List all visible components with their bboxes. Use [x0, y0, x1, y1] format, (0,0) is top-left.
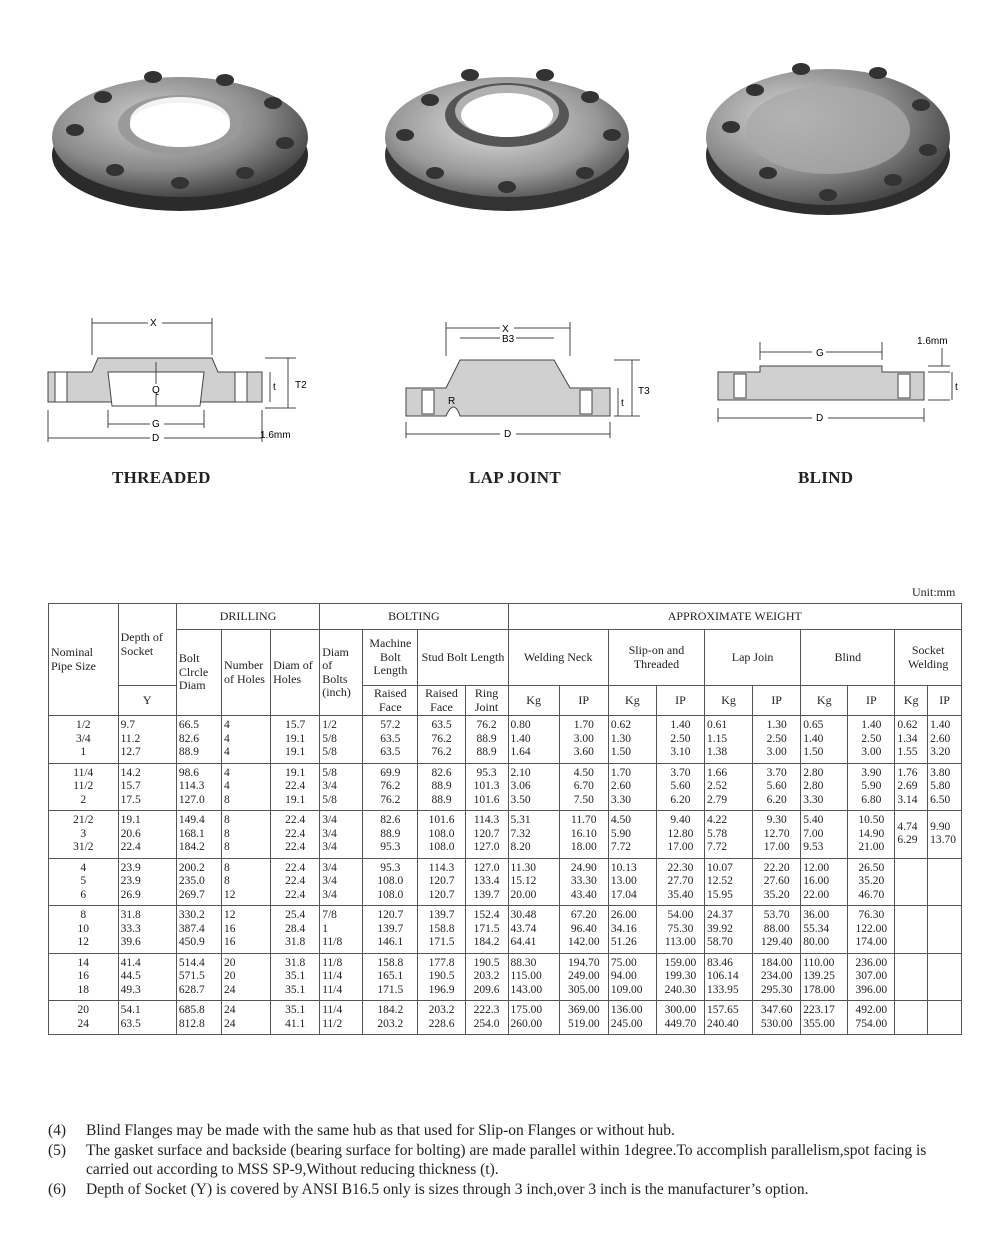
- caption-lap-joint: LAP JOINT: [469, 468, 561, 487]
- table-cell-dh: 22.4 22.4 22.4: [271, 811, 320, 859]
- header-so-ip: IP: [656, 686, 704, 716]
- table-cell-dh: 15.7 19.1 19.1: [271, 716, 320, 764]
- table-cell-dh: 31.8 35.1 35.1: [271, 953, 320, 1001]
- table-cell-y: 9.7 11.2 12.7: [118, 716, 176, 764]
- header-depth-symbol: Y: [118, 686, 176, 716]
- table-cell-db: 3/4 3/4 3/4: [320, 858, 363, 906]
- table-cell-nh: 8 8 12: [221, 858, 270, 906]
- table-cell-size: 4 5 6: [49, 858, 119, 906]
- flange-spec-table: [48, 603, 962, 1035]
- header-drilling: DRILLING: [176, 604, 319, 630]
- header-approximate-weight: APPROXIMATE WEIGHT: [508, 604, 961, 630]
- table-cell-ok: [895, 858, 928, 906]
- lap-joint-t3-label: T3: [638, 386, 650, 397]
- table-cell-y: 31.8 33.3 39.6: [118, 906, 176, 954]
- table-cell-y: 19.1 20.6 22.4: [118, 811, 176, 859]
- threaded-d-label: D: [152, 433, 160, 444]
- table-row: [49, 953, 962, 1001]
- table-cell-nh: 4 4 8: [221, 763, 270, 811]
- table-cell-lk: 24.37 39.92 58.70: [705, 906, 753, 954]
- table-cell-wk: 2.10 3.06 3.50: [508, 763, 559, 811]
- table-cell-lk: 0.61 1.15 1.38: [705, 716, 753, 764]
- table-cell-size: 11/4 11/2 2: [49, 763, 119, 811]
- table-cell-mb: 120.7 139.7 146.1: [363, 906, 418, 954]
- table-cell-dh: 19.1 22.4 19.1: [271, 763, 320, 811]
- header-socket-welding: Socket Welding: [895, 630, 962, 686]
- note-text: Depth of Socket (Y) is covered by ANSI B16.5 only is sizes through 3 inch,over 3 inch is the manufacturer’s option.: [86, 1180, 809, 1198]
- table-cell-oi: 1.40 2.60 3.20: [928, 716, 962, 764]
- table-cell-sr: 139.7 158.8 171.5: [418, 906, 465, 954]
- table-cell-bk: 0.65 1.40 1.50: [801, 716, 848, 764]
- table-cell-mb: 82.6 88.9 95.3: [363, 811, 418, 859]
- header-bl-kg: Kg: [801, 686, 848, 716]
- table-cell-lk: 10.07 12.52 15.95: [705, 858, 753, 906]
- header-raised-face-2: Raised Face: [418, 686, 465, 716]
- table-cell-wi: 1.70 3.00 3.60: [559, 716, 608, 764]
- note-4: [48, 1121, 973, 1141]
- table-cell-si: 3.70 5.60 6.20: [656, 763, 704, 811]
- table-cell-oi: [928, 1001, 962, 1035]
- note-number: (5): [48, 1141, 67, 1159]
- header-stud-bolt-length: Stud Bolt Length: [418, 630, 508, 686]
- blind-d-label: D: [816, 413, 824, 424]
- table-cell-db: 7/8 1 11/8: [320, 906, 363, 954]
- header-number-of-holes: Number of Holes: [221, 630, 270, 716]
- table-cell-wk: 11.30 15.12 20.00: [508, 858, 559, 906]
- table-cell-si: 54.00 75.30 113.00: [656, 906, 704, 954]
- table-cell-si: 1.40 2.50 3.10: [656, 716, 704, 764]
- table-cell-sr: 101.6 108.0 108.0: [418, 811, 465, 859]
- table-cell-oi: [928, 906, 962, 954]
- table-cell-bc: 66.5 82.6 88.9: [176, 716, 221, 764]
- blind-t-label: t: [955, 382, 958, 393]
- table-cell-nh: 20 20 24: [221, 953, 270, 1001]
- table-cell-bi: 10.50 14.90 21.00: [848, 811, 895, 859]
- table-cell-sk: 10.13 13.00 17.04: [608, 858, 656, 906]
- table-cell-li: 53.70 88.00 129.40: [753, 906, 801, 954]
- table-cell-sk: 0.62 1.30 1.50: [608, 716, 656, 764]
- header-ring-joint: Ring Joint: [465, 686, 508, 716]
- header-welding-neck: Welding Neck: [508, 630, 608, 686]
- header-machine-bolt-length: Machine Bolt Length: [363, 630, 418, 686]
- table-cell-wi: 369.00 519.00: [559, 1001, 608, 1035]
- header-bolting: BOLTING: [320, 604, 508, 630]
- blind-section-diagram: [712, 330, 972, 430]
- lap-joint-b3-label: B3: [502, 334, 515, 345]
- threaded-t-label: t: [273, 382, 276, 393]
- table-cell-size: 14 16 18: [49, 953, 119, 1001]
- table-cell-dh: 35.1 41.1: [271, 1001, 320, 1035]
- table-cell-lk: 1.66 2.52 2.79: [705, 763, 753, 811]
- table-cell-li: 1.30 2.50 3.00: [753, 716, 801, 764]
- table-cell-wk: 175.00 260.00: [508, 1001, 559, 1035]
- table-cell-y: 41.4 44.5 49.3: [118, 953, 176, 1001]
- table-cell-bk: 36.00 55.34 80.00: [801, 906, 848, 954]
- table-cell-sr: 82.6 88.9 88.9: [418, 763, 465, 811]
- table-cell-wi: 11.70 16.10 18.00: [559, 811, 608, 859]
- table-cell-mb: 95.3 108.0 108.0: [363, 858, 418, 906]
- header-bolt-circle-diam: Bolt Clrcle Diam: [176, 630, 221, 716]
- table-cell-ok: 1.76 2.69 3.14: [895, 763, 928, 811]
- table-cell-si: 22.30 27.70 35.40: [656, 858, 704, 906]
- header-sw-kg: Kg: [895, 686, 928, 716]
- table-cell-sk: 26.00 34.16 51.26: [608, 906, 656, 954]
- header-bl-ip: IP: [848, 686, 895, 716]
- header-slip-on: Slip-on and Threaded: [608, 630, 704, 686]
- blind-gap-label: 1.6mm: [917, 336, 948, 347]
- table-cell-db: 3/4 3/4 3/4: [320, 811, 363, 859]
- table-cell-wk: 30.48 43.74 64.41: [508, 906, 559, 954]
- table-cell-ok: [895, 953, 928, 1001]
- table-cell-bi: 26.50 35.20 46.70: [848, 858, 895, 906]
- table-cell-db: 11/4 11/2: [320, 1001, 363, 1035]
- threaded-x-label: X: [150, 318, 157, 329]
- table-cell-sj: 222.3 254.0: [465, 1001, 508, 1035]
- lap-joint-r-label: R: [448, 396, 456, 407]
- table-cell-sj: 76.2 88.9 88.9: [465, 716, 508, 764]
- note-text: Blind Flanges may be made with the same hub as that used for Slip-on Flanges or without hub.: [86, 1122, 675, 1139]
- table-cell-ok: [895, 906, 928, 954]
- note-6: [48, 1180, 973, 1200]
- table-cell-si: 9.40 12.80 17.00: [656, 811, 704, 859]
- threaded-gap-label: 1.6mm: [260, 430, 291, 441]
- header-nominal-pipe-size: Nominal Pipe Size: [49, 604, 119, 716]
- lap-joint-t-label: t: [621, 398, 624, 409]
- threaded-section-diagram: [40, 310, 330, 450]
- table-cell-ok: [895, 1001, 928, 1035]
- table-cell-si: 300.00 449.70: [656, 1001, 704, 1035]
- table-cell-bk: 12.00 16.00 22.00: [801, 858, 848, 906]
- table-cell-bc: 330.2 387.4 450.9: [176, 906, 221, 954]
- table-cell-sr: 203.2 228.6: [418, 1001, 465, 1035]
- table-cell-size: 20 24: [49, 1001, 119, 1035]
- table-cell-lk: 83.46 106.14 133.95: [705, 953, 753, 1001]
- header-wn-ip: IP: [559, 686, 608, 716]
- table-cell-sr: 63.5 76.2 76.2: [418, 716, 465, 764]
- table-cell-size: 8 10 12: [49, 906, 119, 954]
- table-cell-sj: 190.5 203.2 209.6: [465, 953, 508, 1001]
- table-cell-sj: 127.0 133.4 139.7: [465, 858, 508, 906]
- lap-joint-x-label: X: [502, 324, 509, 335]
- table-row: [49, 906, 962, 954]
- header-wn-kg: Kg: [508, 686, 559, 716]
- header-raised-face-1: Raised Face: [363, 686, 418, 716]
- table-cell-y: 54.1 63.5: [118, 1001, 176, 1035]
- table-cell-sj: 152.4 171.5 184.2: [465, 906, 508, 954]
- table-cell-bi: 3.90 5.90 6.80: [848, 763, 895, 811]
- table-cell-nh: 12 16 16: [221, 906, 270, 954]
- threaded-t2-label: T2: [295, 380, 307, 391]
- table-cell-oi: [928, 858, 962, 906]
- table-cell-wi: 194.70 249.00 305.00: [559, 953, 608, 1001]
- table-cell-sj: 114.3 120.7 127.0: [465, 811, 508, 859]
- table-cell-bk: 2.80 2.80 3.30: [801, 763, 848, 811]
- header-blind: Blind: [801, 630, 895, 686]
- table-row: [49, 716, 962, 764]
- caption-threaded: THREADED: [112, 468, 211, 487]
- table-cell-sk: 75.00 94.00 109.00: [608, 953, 656, 1001]
- note-5: [48, 1141, 973, 1180]
- table-cell-wi: 4.50 6.70 7.50: [559, 763, 608, 811]
- lap-joint-section-diagram: [400, 318, 660, 443]
- table-cell-bc: 98.6 114.3 127.0: [176, 763, 221, 811]
- threaded-flange-photo: [45, 55, 315, 215]
- table-cell-bi: 1.40 2.50 3.00: [848, 716, 895, 764]
- table-cell-y: 14.2 15.7 17.5: [118, 763, 176, 811]
- table-cell-sr: 114.3 120.7 120.7: [418, 858, 465, 906]
- table-cell-nh: 24 24: [221, 1001, 270, 1035]
- lap-joint-d-label: D: [504, 429, 512, 440]
- table-cell-sj: 95.3 101.3 101.6: [465, 763, 508, 811]
- blind-g-label: G: [816, 348, 824, 359]
- table-cell-wk: 88.30 115.00 143.00: [508, 953, 559, 1001]
- caption-blind: BLIND: [798, 468, 854, 487]
- notes: [48, 1121, 973, 1199]
- header-lj-kg: Kg: [705, 686, 753, 716]
- header-depth-of-socket: Depth of Socket: [118, 604, 176, 686]
- table-cell-bc: 200.2 235.0 269.7: [176, 858, 221, 906]
- table-cell-dh: 25.4 28.4 31.8: [271, 906, 320, 954]
- table-body: [49, 716, 962, 1035]
- table-cell-nh: 4 4 4: [221, 716, 270, 764]
- table-cell-size: 1/2 3/4 1: [49, 716, 119, 764]
- table-cell-sk: 1.70 2.60 3.30: [608, 763, 656, 811]
- table-cell-oi: 9.90 13.70: [928, 811, 962, 859]
- threaded-g-label: G: [152, 419, 160, 430]
- table-cell-mb: 184.2 203.2: [363, 1001, 418, 1035]
- table-cell-li: 22.20 27.60 35.20: [753, 858, 801, 906]
- unit-label: Unit:mm: [912, 585, 956, 599]
- table-cell-sr: 177.8 190.5 196.9: [418, 953, 465, 1001]
- table-cell-mb: 158.8 165.1 171.5: [363, 953, 418, 1001]
- table-row: [49, 1001, 962, 1035]
- table-row: [49, 858, 962, 906]
- table-cell-wi: 24.90 33.30 43.40: [559, 858, 608, 906]
- header-lap-join: Lap Join: [705, 630, 801, 686]
- header-lj-ip: IP: [753, 686, 801, 716]
- table-cell-oi: [928, 953, 962, 1001]
- table-cell-bi: 492.00 754.00: [848, 1001, 895, 1035]
- table-cell-lk: 4.22 5.78 7.72: [705, 811, 753, 859]
- table-cell-dh: 22.4 22.4 22.4: [271, 858, 320, 906]
- note-number: (4): [48, 1122, 67, 1139]
- table-cell-bi: 236.00 307.00 396.00: [848, 953, 895, 1001]
- table-cell-bk: 223.17 355.00: [801, 1001, 848, 1035]
- table-cell-mb: 57.2 63.5 63.5: [363, 716, 418, 764]
- table-cell-bk: 110.00 139.25 178.00: [801, 953, 848, 1001]
- table-cell-wk: 5.31 7.32 8.20: [508, 811, 559, 859]
- table-cell-si: 159.00 199.30 240.30: [656, 953, 704, 1001]
- table-cell-oi: 3.80 5.80 6.50: [928, 763, 962, 811]
- table-cell-db: 1/2 5/8 5/8: [320, 716, 363, 764]
- table-cell-ok: 4.74 6.29: [895, 811, 928, 859]
- table-cell-db: 11/8 11/4 11/4: [320, 953, 363, 1001]
- table-cell-sk: 136.00 245.00: [608, 1001, 656, 1035]
- table-cell-bk: 5.40 7.00 9.53: [801, 811, 848, 859]
- table-row: [49, 763, 962, 811]
- table-cell-lk: 157.65 240.40: [705, 1001, 753, 1035]
- threaded-q-label: Q: [152, 385, 160, 396]
- table-row: [49, 811, 962, 859]
- note-text: The gasket surface and backside (bearing surface for bolting) are made parallel within 1degree.To accomplish parallelism,spot facing is carried out according to MSS SP-9,Without reducing thickness (t).: [86, 1141, 927, 1178]
- table-cell-li: 184.00 234.00 295.30: [753, 953, 801, 1001]
- table-cell-mb: 69.9 76.2 76.2: [363, 763, 418, 811]
- header-so-kg: Kg: [608, 686, 656, 716]
- table-cell-ok: 0.62 1.34 1.55: [895, 716, 928, 764]
- table-cell-wi: 67.20 96.40 142.00: [559, 906, 608, 954]
- table-cell-sk: 4.50 5.90 7.72: [608, 811, 656, 859]
- table-cell-bc: 514.4 571.5 628.7: [176, 953, 221, 1001]
- table-cell-li: 347.60 530.00: [753, 1001, 801, 1035]
- table-cell-bi: 76.30 122.00 174.00: [848, 906, 895, 954]
- table-cell-wk: 0.80 1.40 1.64: [508, 716, 559, 764]
- table-cell-db: 5/8 3/4 5/8: [320, 763, 363, 811]
- lap-joint-flange-photo: [380, 55, 635, 215]
- blind-flange-photo: [703, 55, 953, 220]
- note-number: (6): [48, 1180, 67, 1198]
- table-cell-nh: 8 8 8: [221, 811, 270, 859]
- table-cell-li: 3.70 5.60 6.20: [753, 763, 801, 811]
- table-cell-bc: 685.8 812.8: [176, 1001, 221, 1035]
- table-cell-li: 9.30 12.70 17.00: [753, 811, 801, 859]
- header-diam-of-bolts: Diam of Bolts (inch): [320, 630, 363, 716]
- header-sw-ip: IP: [928, 686, 962, 716]
- header-diam-of-holes: Diam of Holes: [271, 630, 320, 716]
- table-cell-y: 23.9 23.9 26.9: [118, 858, 176, 906]
- table-cell-bc: 149.4 168.1 184.2: [176, 811, 221, 859]
- table-cell-size: 21/2 3 31/2: [49, 811, 119, 859]
